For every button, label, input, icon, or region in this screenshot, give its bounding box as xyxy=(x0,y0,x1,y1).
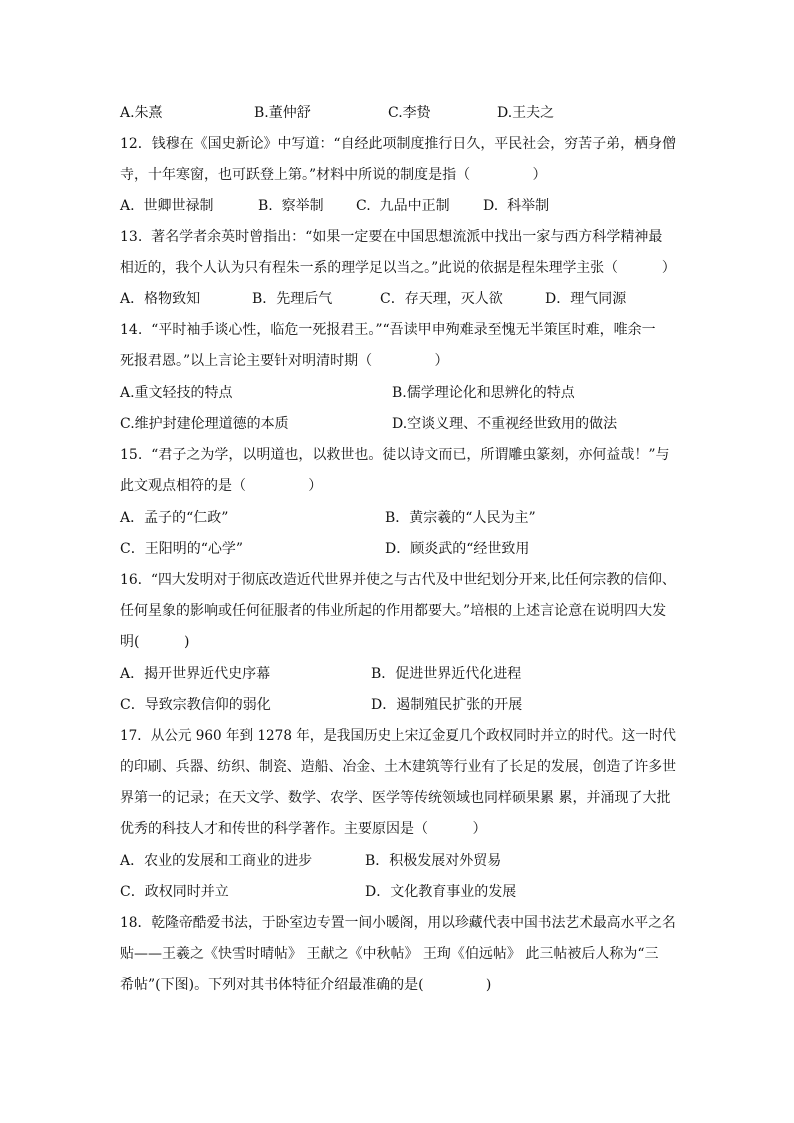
q11-option-d[interactable]: D.王夫之 xyxy=(497,105,555,121)
q11-option-c[interactable]: C.李贽 xyxy=(388,105,431,121)
q15-stem-line-2: 此文观点相符的是（ ） xyxy=(120,478,323,494)
q15-option-c[interactable]: C．王阳明的“心学” xyxy=(120,541,244,557)
q12-option-d[interactable]: D. 科举制 xyxy=(483,198,550,214)
q13-option-b[interactable]: B．先理后气 xyxy=(252,291,333,307)
q15-option-b[interactable]: B．黄宗羲的“人民为主” xyxy=(385,510,536,526)
q12-stem-line-1: 12．钱穆在《国史新论》中写道：“自经此项制度推行日久，平民社会，穷苦子弟，栖身僧 xyxy=(120,136,676,152)
q16-option-b[interactable]: B．促进世界近代化进程 xyxy=(371,666,522,682)
q17-stem-line-3: 界第一的记录；在天文学、数学、农学、医学等传统领域也同样硕果累 累，并涌现了大批 xyxy=(120,790,671,806)
q12-option-a[interactable]: A. 世卿世禄制 xyxy=(120,198,214,214)
q12-option-b[interactable]: B. 察举制 xyxy=(258,198,324,214)
q16-option-c[interactable]: C．导致宗教信仰的弱化 xyxy=(120,697,271,713)
q14-stem-line-2: 死报君恩。”以上言论主要针对明清时期（ ） xyxy=(120,353,449,369)
q18-stem-line-3: 希帖”(下图)。下列对其书体特征介绍最准确的是( ) xyxy=(120,977,492,993)
q14-stem-line-1: 14. “平时袖手谈心性，临危一死报君王。”“吾读甲申殉难录至愧无半策匡时难，唯余一 xyxy=(120,322,656,338)
q16-option-d[interactable]: D．遏制殖民扩张的开展 xyxy=(371,697,523,713)
q16-stem-line-2: 任何星象的影响或任何征服者的伟业所起的作用都要大。”培根的上述言论意在说明四大发 xyxy=(120,603,667,619)
q14-option-c[interactable]: C.维护封建伦理道德的本质 xyxy=(120,416,289,432)
q17-option-d[interactable]: D．文化教育事业的发展 xyxy=(365,884,517,900)
q15-option-a[interactable]: A．孟子的“仁政” xyxy=(120,510,229,526)
q14-option-a[interactable]: A.重文轻技的特点 xyxy=(120,385,233,401)
q16-option-a[interactable]: A．揭开世界近代史序幕 xyxy=(120,666,271,682)
q14-option-b[interactable]: B.儒学理论化和思辨化的特点 xyxy=(392,385,575,401)
q11-option-a[interactable]: A.朱熹 xyxy=(120,105,163,121)
q13-option-a[interactable]: A．格物致知 xyxy=(120,291,201,307)
q14-option-d[interactable]: D.空谈义理、不重视经世致用的做法 xyxy=(392,416,618,432)
q12-stem-line-2: 寺，十年寒窗，也可跃登上第。”材料中所说的制度是指（ ） xyxy=(120,167,547,183)
q17-stem-line-1: 17．从公元 960 年到 1278 年，是我国历史上宋辽金夏几个政权同时并立的时代。这一时代 xyxy=(120,728,676,744)
q17-option-b[interactable]: B．积极发展对外贸易 xyxy=(365,853,502,869)
q16-stem-line-3: 明( ) xyxy=(120,634,190,650)
q13-stem-line-2: 相近的，我个人认为只有程朱一系的理学足以当之。”此说的依据是程朱理学主张（ ） xyxy=(120,260,676,276)
q13-option-d[interactable]: D．理气同源 xyxy=(545,291,627,307)
q15-option-d[interactable]: D．顾炎武的“经世致用 xyxy=(385,541,530,557)
q17-stem-line-4: 优秀的科技人才和传世的科学著作。主要原因是（ ） xyxy=(120,821,487,837)
q17-option-a[interactable]: A．农业的发展和工商业的进步 xyxy=(120,853,313,869)
q17-stem-line-2: 的印刷、兵器、纺织、制瓷、造船、冶金、土木建筑等行业有了长足的发展，创造了许多世 xyxy=(120,759,677,775)
q13-option-c[interactable]: C．存天理，灭人欲 xyxy=(380,291,503,307)
q18-stem-line-1: 18．乾隆帝酷爱书法，于卧室边专置一间小暖阁，用以珍藏代表中国书法艺术最高水平之名 xyxy=(120,915,676,931)
q13-stem-line-1: 13. 著名学者余英时曾指出：“如果一定要在中国思想流派中找出一家与西方科学精神最 xyxy=(120,229,663,245)
q12-option-c[interactable]: C. 九品中正制 xyxy=(356,198,450,214)
q11-option-b[interactable]: B.董仲舒 xyxy=(254,105,311,121)
q16-stem-line-1: 16. “四大发明对于彻底改造近代世界并使之与古代及中世纪划分开来,比任何宗教的信仰、 xyxy=(120,572,676,588)
q17-option-c[interactable]: C．政权同时并立 xyxy=(120,884,229,900)
q15-stem-line-1: 15. “君子之为学，以明道也，以救世也。徒以诗文而已，所谓雕虫篆刻，亦何益哉！”与 xyxy=(120,447,670,463)
q18-stem-line-2: 贴——王羲之《快雪时晴帖》 王献之《中秋帖》 王珣《伯远帖》 此三帖被后人称为“三 xyxy=(120,946,659,962)
